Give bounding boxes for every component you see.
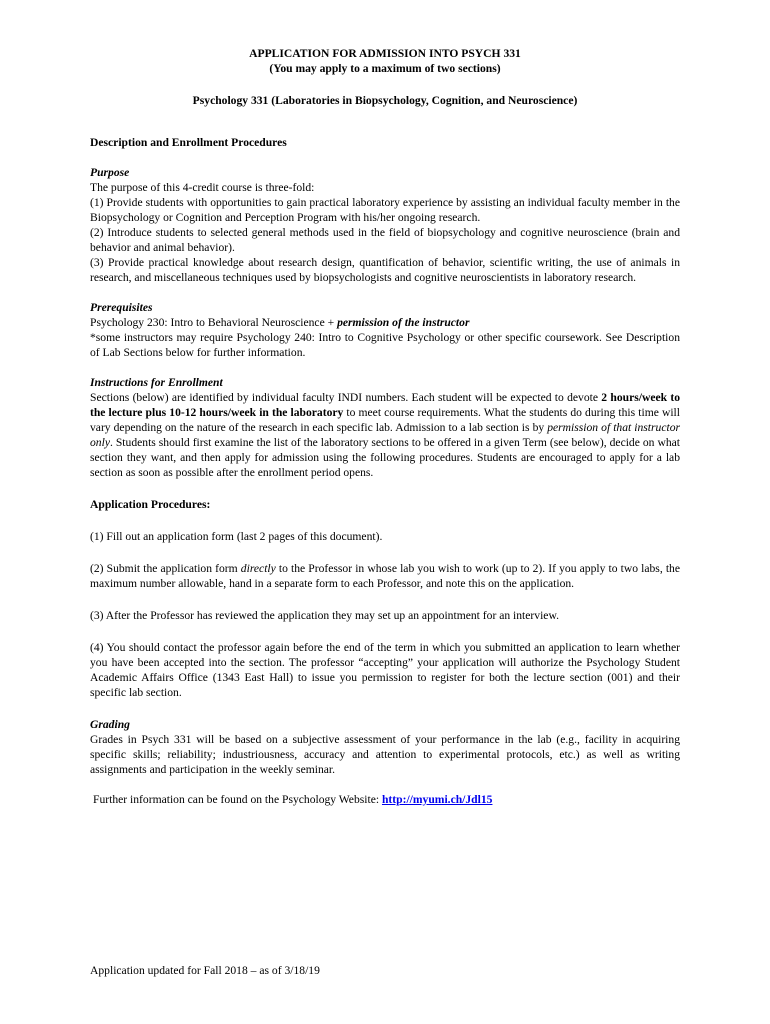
instructions-part3: . Students should first examine the list of the laboratory sections to be offered in a given Term (see below), decide on what section they want, and then apply for admission using the following procedures. Students are encouraged to apply for a lab section as soon as possible after the enrollment period opens.: [90, 436, 680, 479]
purpose-intro: The purpose of this 4-credit course is three-fold:: [90, 181, 315, 194]
application-step-3: (3) After the Professor has reviewed the application they may set up an appointment for an interview.: [90, 609, 559, 622]
purpose-section: [90, 165, 680, 285]
instructions-section: [90, 375, 680, 480]
instructions-text: [90, 390, 680, 480]
grading-heading: Grading: [90, 718, 130, 731]
step2-suffix: to the Professor in whose lab you wish to work (up to 2). If you apply to two labs, the maximum number allowable, hand in a separate form to each Professor, and note this on the application.: [90, 562, 680, 590]
grading-section: [90, 717, 680, 777]
purpose-item: (2) Introduce students to selected general methods used in the field of biopsychology and cognitive neuroscience (brain and behavior and animal behavior).: [90, 226, 680, 254]
instructions-permission: permission of that instructor only: [90, 421, 681, 449]
step2-prefix: (2) Submit the application form: [90, 562, 241, 575]
course-title: Psychology 331 (Laboratories in Biopsychology, Cognition, and Neuroscience): [192, 94, 578, 107]
instructions-part2: to meet course requirements. What the students do during this time will vary depending on the nature of the research in each specific lab. Admission to a lab section is by: [90, 406, 680, 434]
application-step-1: (1) Fill out an application form (last 2 pages of this document).: [90, 530, 383, 543]
psychology-website-link[interactable]: http://myumi.ch/Jdl15: [381, 793, 493, 806]
prerequisites-line2: *some instructors may require Psychology 240: Intro to Cognitive Psychology or other specific coursework. See Description of Lab Sections below for further information.: [90, 331, 680, 359]
step2-directly: directly: [240, 562, 276, 575]
document-title: APPLICATION FOR ADMISSION INTO PSYCH 331: [249, 47, 521, 60]
document-subtitle: (You may apply to a maximum of two sections): [269, 62, 501, 75]
purpose-item: (3) Provide practical knowledge about research design, quantification of behavior, scientific writing, the use of animals in research, and miscellaneous techniques used by biopsychologists and cognitive neuroscientists in laboratory research.: [90, 256, 680, 284]
prerequisites-heading: Prerequisites: [90, 301, 153, 314]
prerequisites-section: [90, 300, 680, 360]
instructions-part1: Sections (below) are identified by individual faculty INDI numbers. Each student will be expected to devote: [90, 391, 602, 404]
further-info-text: Further information can be found on the Psychology Website:: [93, 793, 382, 806]
prerequisites-permission: permission of the instructor: [337, 316, 470, 329]
purpose-item: (1) Provide students with opportunities to gain practical laboratory experience by assisting an individual faculty member in the Biopsychology or Cognition and Perception Program with his/her ongoing research.: [90, 196, 680, 224]
prerequisites-course: Psychology 230: Intro to Behavioral Neuroscience +: [90, 316, 338, 329]
application-heading: Application Procedures:: [90, 498, 211, 511]
application-step-4: (4) You should contact the professor again before the end of the term in which you submitted an application to learn whether you have been accepted into the section. The professor “accepting” your application will authorize the Psychology Student Academic Affairs Office (1343 East Hall) to issue you permission to register for both the lecture section (001) and their specific lab section.: [90, 641, 680, 699]
purpose-heading: Purpose: [90, 166, 130, 179]
prerequisites-line1: [90, 315, 680, 330]
instructions-hours: 2 hours/week to the lecture plus 10-12 hours/week in the laboratory: [90, 391, 680, 419]
page-footer: Application updated for Fall 2018 – as of 3/18/19: [90, 964, 320, 977]
application-step-2: [90, 561, 680, 591]
grading-text: Grades in Psych 331 will be based on a subjective assessment of your performance in the lab (e.g., facility in acquiring specific skills; reliability; industriousness, accuracy and attention to experimental protocols, etc.) as well as writing assignments and participation in the weekly seminar.: [90, 733, 680, 776]
instructions-heading: Instructions for Enrollment: [90, 376, 223, 389]
further-info: [90, 792, 680, 807]
description-heading: Description and Enrollment Procedures: [90, 136, 287, 149]
